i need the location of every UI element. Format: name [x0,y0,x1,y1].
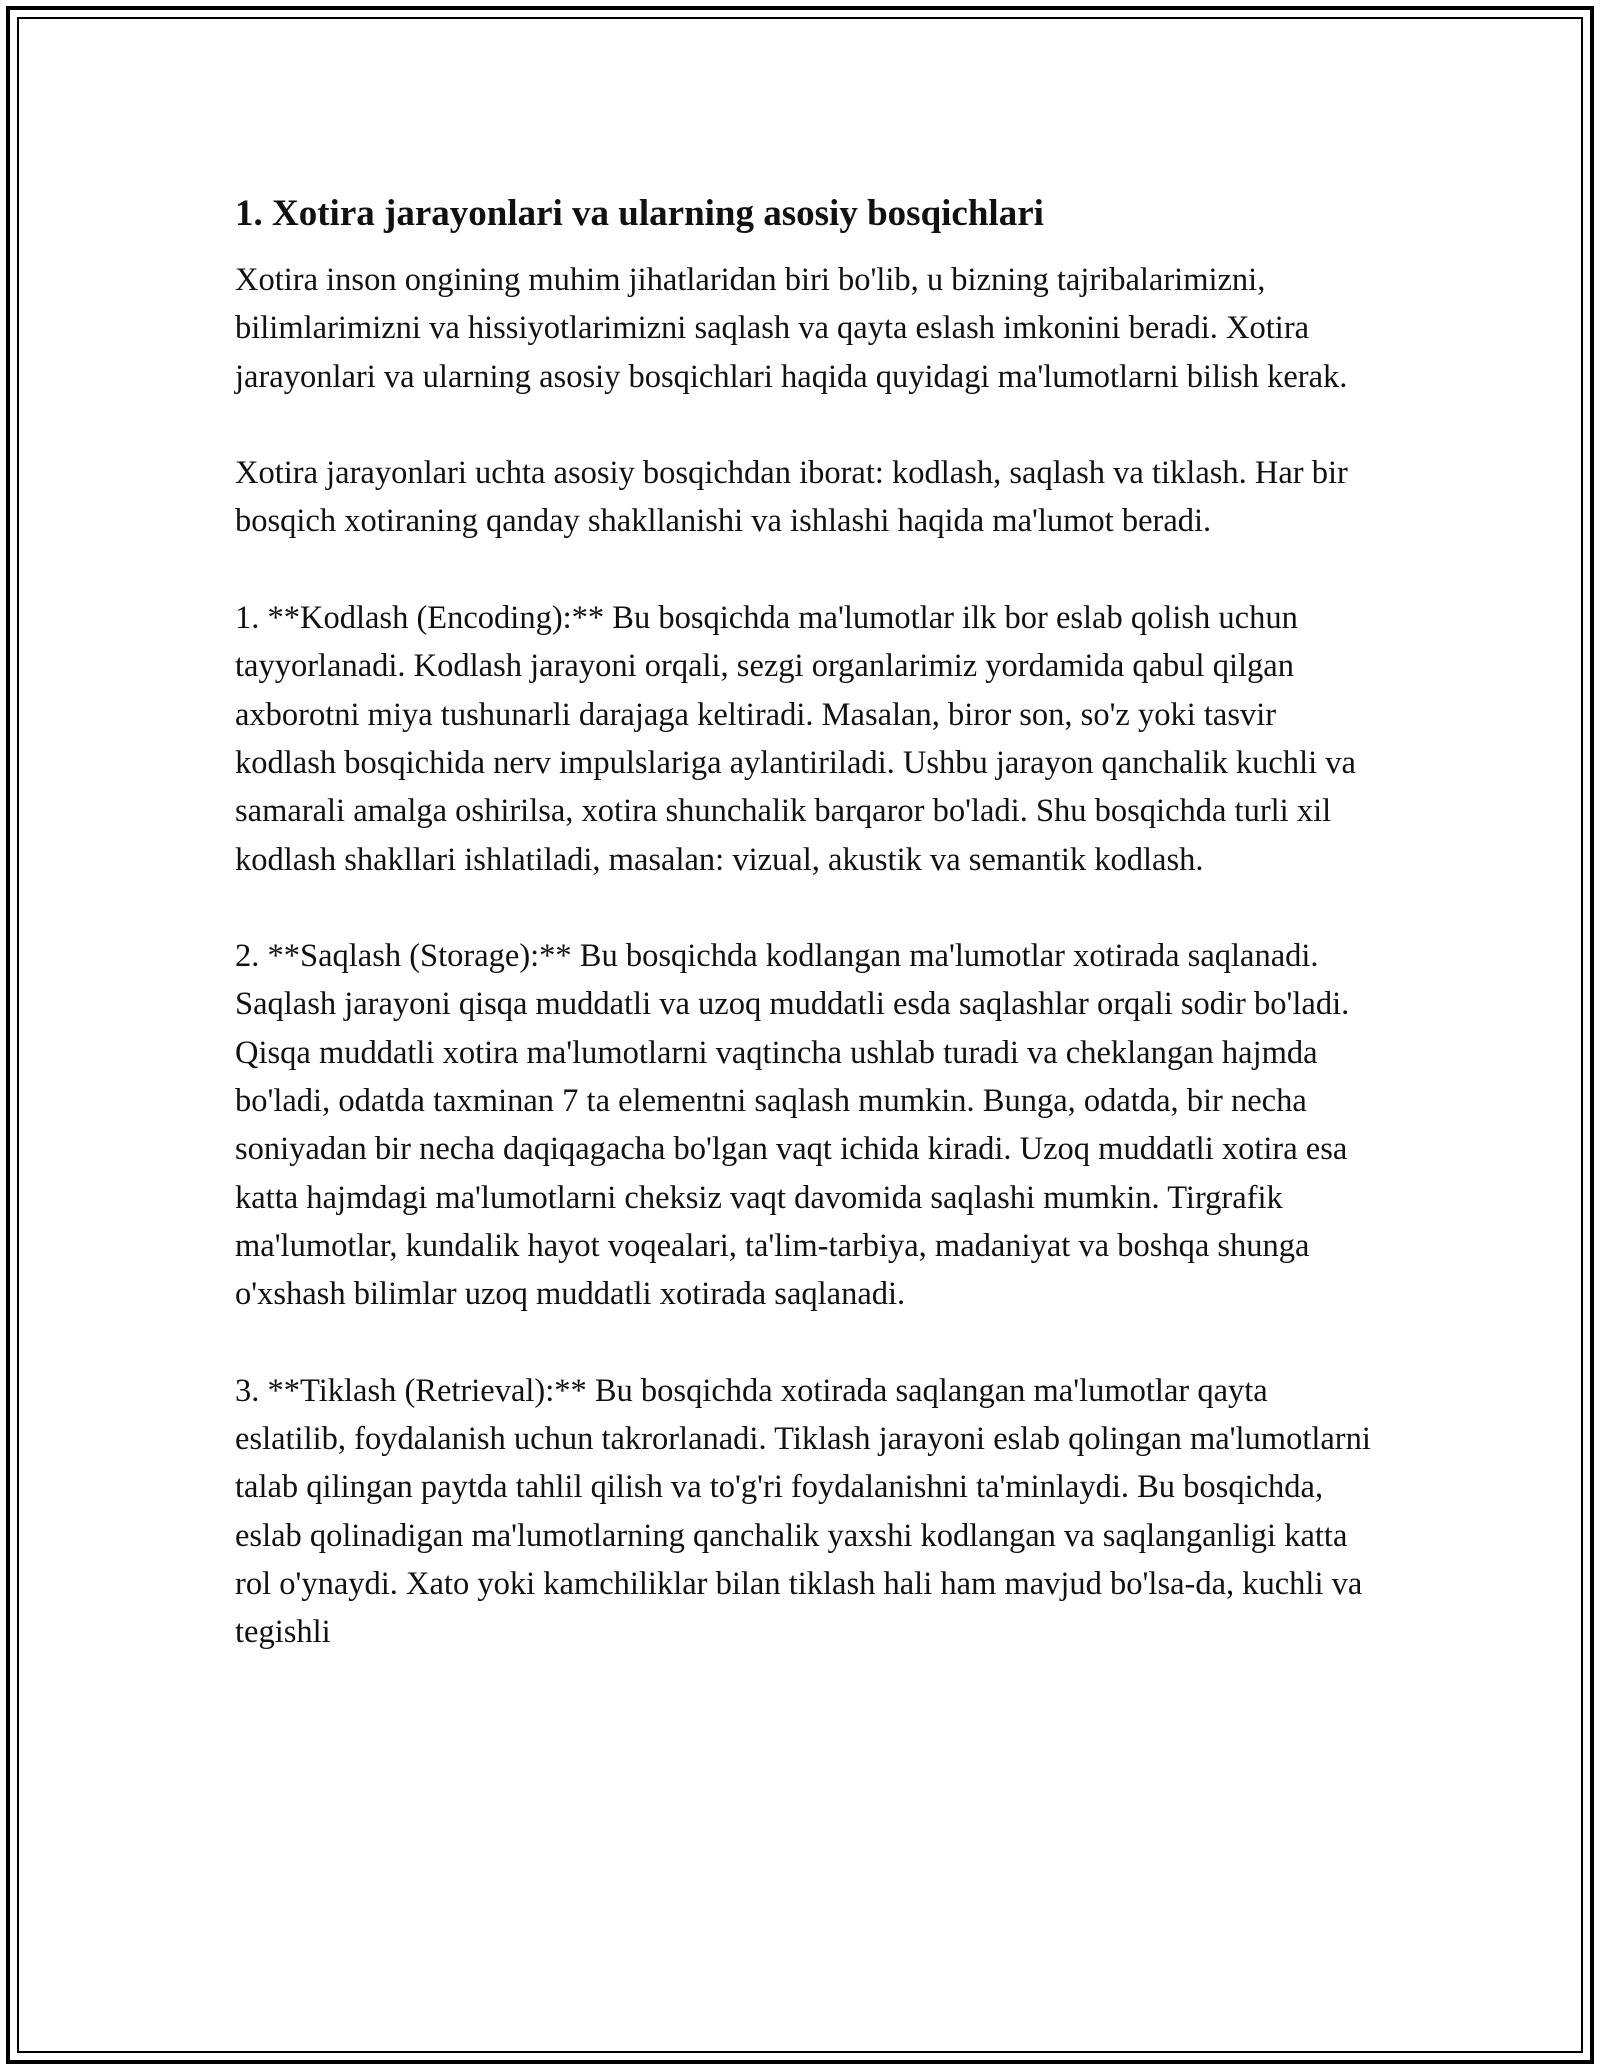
stages-overview-paragraph: Xotira jarayonlari uchta asosiy bosqichdan iborat: kodlash, saqlash va tiklash. Har bir bosqich xotiraning qanday shakllanishi va ishlashi haqida ma'lumot beradi. [235,455,1348,540]
encoding-paragraph: 1. **Kodlash (Encoding):** Bu bosqichda ma'lumotlar ilk bor eslab qolish uchun tayyorlanadi. Kodlash jarayoni orqali, sezgi organlarimiz yordamida qabul qilgan axborotni miya tushunarli darajaga keltiradi. Masalan, biror son, so'z yoki tasvir kodlash bosqichida nerv impulslariga aylantiriladi. Ushbu jarayon qanchalik kuchli va samarali amalga oshirilsa, xotira shunchalik barqaror bo'ladi. Shu bosqichda turli xil kodlash shakllari ishlatiladi, masalan: vizual, akustik va semantik kodlash. [235,600,1356,878]
section-heading: 1. Xotira jarayonlari va ularning asosiy bosqichlari [235,193,1044,234]
retrieval-paragraph: 3. **Tiklash (Retrieval):** Bu bosqichda xotirada saqlangan ma'lumotlar qayta eslatilib, foydalanish uchun takrorlanadi. Tiklash jarayoni eslab qolingan ma'lumotlarni talab qilingan paytda tahlil qilish va to'g'ri foydalanishni ta'minlaydi. Bu bosqichda, eslab qolinadigan ma'lumotlarning qanchalik yaxshi kodlangan va saqlanganligi katta rol o'ynaydi. Xato yoki kamchiliklar bilan tiklash hali ham mavjud bo'lsa-da, kuchli va tegishli [235,1372,1371,1651]
storage-paragraph: 2. **Saqlash (Storage):** Bu bosqichda kodlangan ma'lumotlar xotirada saqlanadi. Saqlash jarayoni qisqa muddatli va uzoq muddatli esda saqlashlar orqali sodir bo'ladi. Qisqa muddatli xotira ma'lumotlarni vaqtincha ushlab turadi va cheklangan hajmda bo'ladi, odatda taxminan 7 ta elementni saqlash mumkin. Bunga, odatda, bir necha soniyadan bir necha daqiqagacha bo'lgan vaqt ichida kiradi. Uzoq muddatli xotira esa katta hajmdagi ma'lumotlarni cheksiz vaqt davomida saqlashi mumkin. Tirgrafik ma'lumotlar, kundalik hayot voqealari, ta'lim-tarbiya, madaniyat va boshqa shunga o'xshash bilimlar uzoq muddatli xotirada saqlanadi. [235,938,1350,1313]
intro-paragraph: Xotira inson ongining muhim jihatlaridan biri bo'lib, u bizning tajribalarimizni, bilimlarimizni va hissiyotlarimizni saqlash va qayta eslash imkonini beradi. Xotira jarayonlari va ularning asosiy bosqichlari haqida quyidagi ma'lumotlarni bilish kerak. [235,262,1348,395]
document-body [235,188,1375,1705]
